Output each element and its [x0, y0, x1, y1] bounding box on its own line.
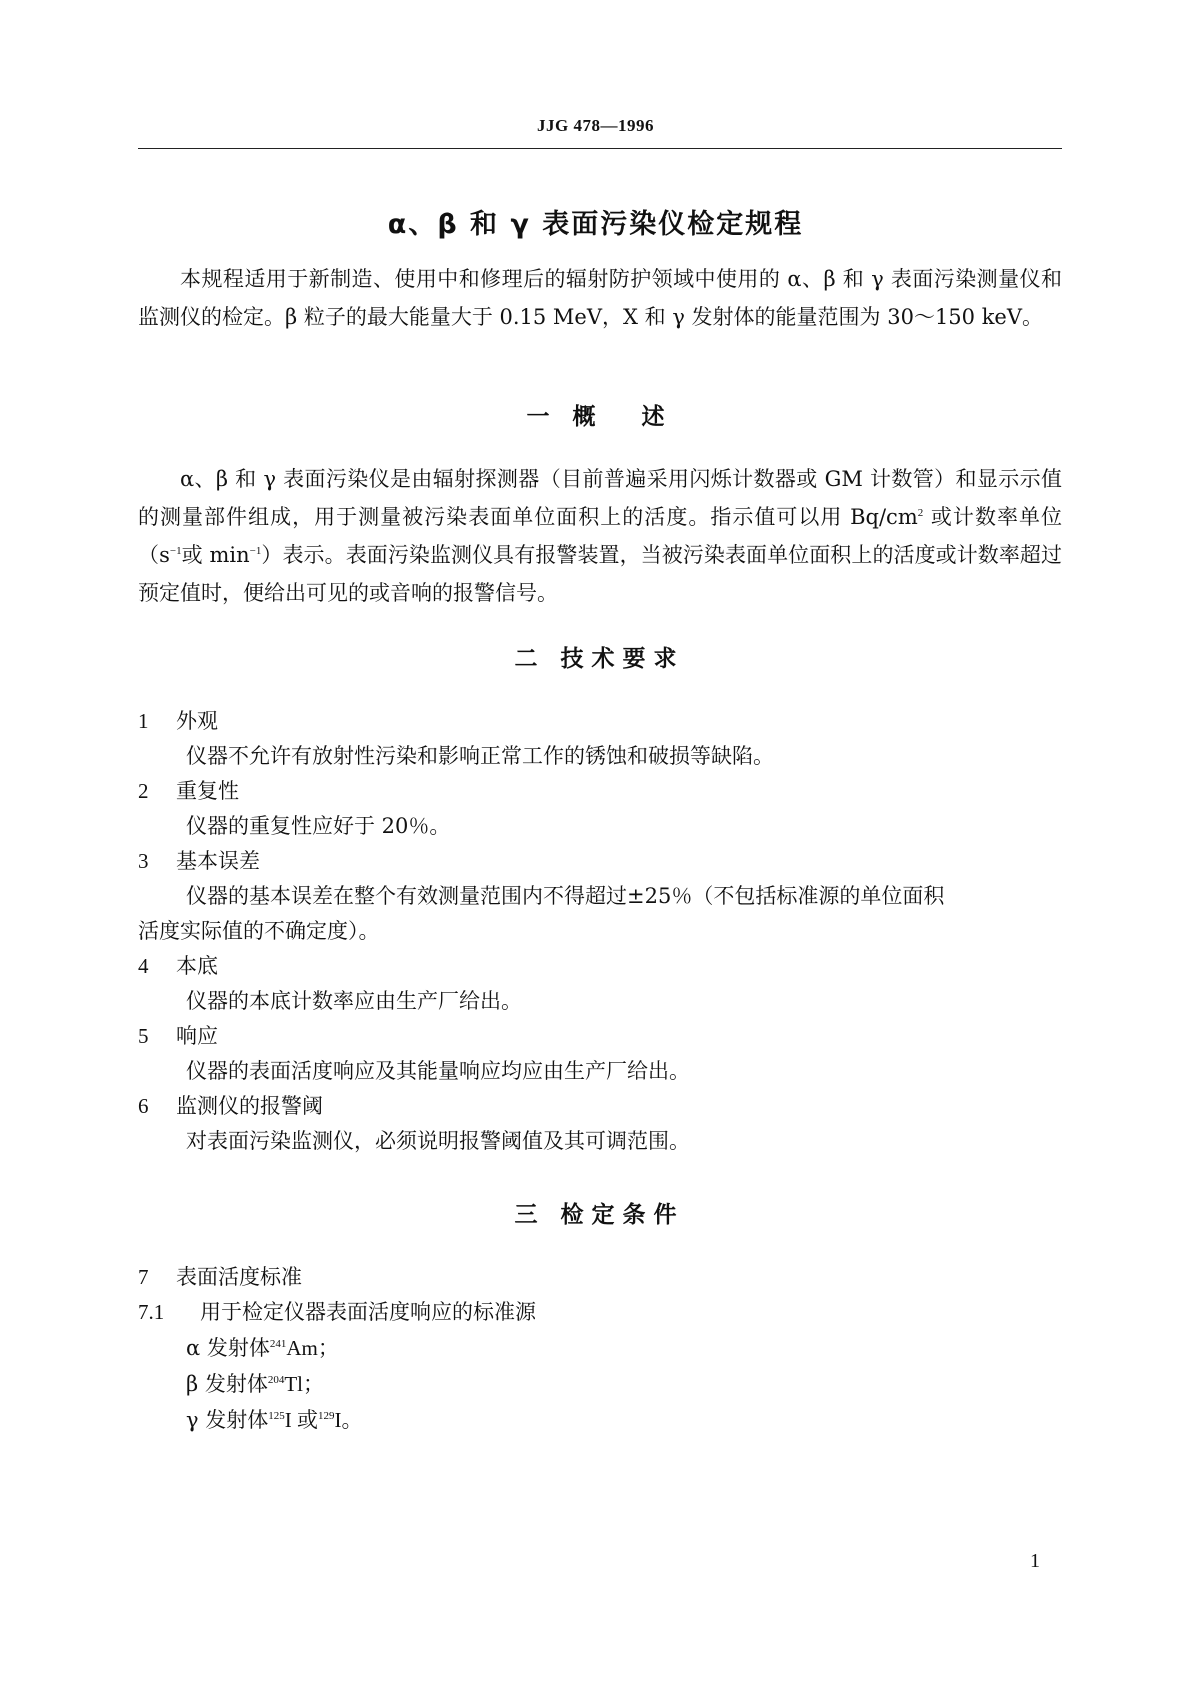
item-1-body: 仪器不允许有放射性污染和影响正常工作的锈蚀和破损等缺陷。 — [186, 744, 774, 768]
s1-text-2: 或计数率单位（s — [138, 505, 1062, 567]
item-7-1-heading: 7.1 用于检定仪器表面活度响应的标准源 — [138, 1300, 536, 1324]
item-3-heading: 3 基本误差 — [138, 849, 260, 873]
item-3-body-cont: 活度实际值的不确定度）。 — [138, 919, 380, 943]
item-2-body: 仪器的重复性应好于 20％。 — [186, 814, 451, 838]
section-2-title: 二 技 术 要 求 — [514, 646, 677, 672]
alpha-source: α 发射体$^{241}$Am； — [186, 1336, 339, 1360]
page-number: 1 — [1030, 1550, 1040, 1572]
item-2-heading: 2 重复性 — [138, 779, 239, 803]
s1-text-3: 或 min — [181, 543, 250, 567]
item-3-body: 仪器的基本误差在整个有效测量范围内不得超过±25％（不包括标准源的单位面积 — [186, 884, 945, 908]
section-3-title: 三 检 定 条 件 — [514, 1202, 677, 1228]
item-5-body: 仪器的表面活度响应及其能量响应均应由生产厂给出。 — [186, 1059, 690, 1083]
page-title: α、β 和 γ 表面污染仪检定规程 — [387, 209, 804, 240]
s1-text-1: α、β 和 γ 表面污染仪是由辐射探测器（目前普遍采用闪烁计数器或 GM 计数管）和显示示值的测量部件组成，用于测量被污染表面单位面积上的活度。指示值可以用 Bq/cm — [138, 467, 1062, 529]
gamma-source: γ 发射体$^{125}$I 或$^{129}$I。 — [186, 1408, 363, 1432]
item-4-body: 仪器的本底计数率应由生产厂给出。 — [186, 989, 522, 1013]
item-4-heading: 4 本底 — [138, 954, 218, 978]
s1-sup-3: −1 — [249, 545, 262, 557]
item-1-heading: 1 外观 — [138, 709, 218, 733]
header-rule — [138, 148, 1062, 149]
header-code: JJG 478—1996 — [537, 116, 654, 135]
section-1-paragraph — [138, 460, 1062, 612]
item-6-heading: 6 监测仪的报警阈 — [138, 1094, 323, 1118]
item-6-body: 对表面污染监测仪，必须说明报警阈值及其可调范围。 — [186, 1129, 690, 1153]
section-1-title: 一 概 述 — [526, 404, 665, 430]
s1-sup-1: 2 — [917, 507, 924, 519]
item-5-heading: 5 响应 — [138, 1024, 218, 1048]
intro-paragraph: 本规程适用于新制造、使用中和修理后的辐射防护领域中使用的 α、β 和 γ 表面污染测量仪和监测仪的检定。β 粒子的最大能量大于 0.15 MeV，X 和 γ 发射体的能量范围为 30～150 keV。 — [138, 267, 1062, 329]
s1-sup-2: −1 — [169, 545, 182, 557]
beta-source: β 发射体$^{204}$Tl； — [186, 1372, 324, 1396]
item-7-heading: 7 表面活度标准 — [138, 1265, 302, 1289]
s1-text-4: ）表示。表面污染监测仪具有报警装置，当被污染表面单位面积上的活度或计数率超过预定值时，便给出可见的或音响的报警信号。 — [138, 543, 1062, 605]
